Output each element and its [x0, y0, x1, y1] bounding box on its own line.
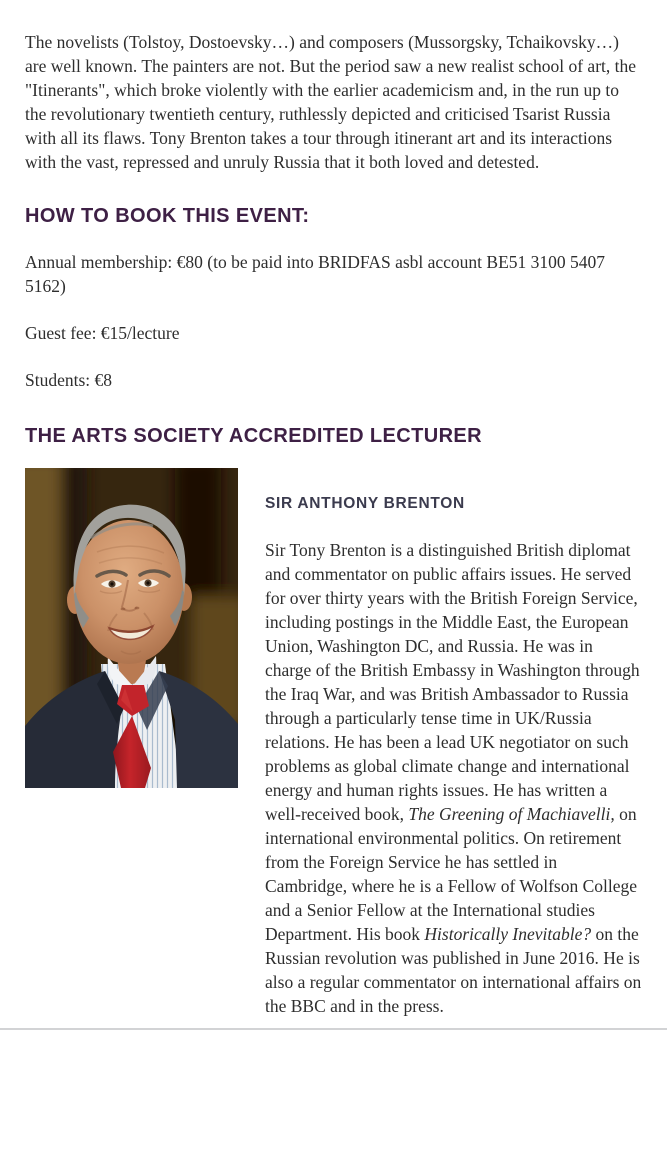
bio-text: on the Russian revolution was published in June 2016. He is also a regular commentator on international affairs on the BBC and in the press.	[265, 924, 642, 1016]
lecturer-bio-column	[265, 468, 642, 1018]
bio-text: on international environmental politics. On retirement from the Foreign Service he has settled in Cambridge, where he is a Fellow of Wolfson College and a Senior Fellow at the International studies Department. His book	[265, 804, 638, 944]
lecturer-heading: THE ARTS SOCIETY ACCREDITED LECTURER	[25, 425, 483, 447]
bio-book-title-2: Historically Inevitable?	[424, 924, 592, 944]
booking-students: Students: €8	[25, 370, 113, 390]
booking-guest-fee: Guest fee: €15/lecture	[25, 323, 180, 343]
lecturer-bio	[265, 538, 642, 1018]
lecturer-section	[25, 468, 642, 1018]
bio-text: Sir Tony Brenton is a distinguished British diplomat and commentator on public affairs issues. He served for over thirty years with the British Foreign Service, including postings in the Middle East, the European Union, Washington DC, and Russia. He was in charge of the British Embassy in Washington through the Iraq War, and was British Ambassador to Russia through a particularly tense time in UK/Russia relations. He has been a lead UK negotiator on such problems as global climate change and international energy and human rights issues. He has written a well-received book,	[265, 540, 640, 824]
lecturer-name: SIR ANTHONY BRENTON	[265, 495, 465, 512]
booking-heading: HOW TO BOOK THIS EVENT:	[25, 205, 310, 227]
lecturer-photo	[25, 468, 238, 788]
booking-membership: Annual membership: €80 (to be paid into BRIDFAS asbl account BE51 3100 5407 5162)	[25, 252, 606, 296]
bottom-divider	[0, 1028, 667, 1030]
bio-book-title-1: The Greening of Machiavelli,	[408, 804, 615, 824]
event-description: The novelists (Tolstoy, Dostoevsky…) and composers (Mussorgsky, Tchaikovsky…) are well known. The painters are not. But the period saw a new realist school of art, the "Itinerants", which broke violently with the earlier academicism and, in the run up to the revolutionary twentieth century, ruthlessly depicted and criticised Tsarist Russia with all its flaws. Tony Brenton takes a tour through itinerant art and its interactions with the vast, repressed and unruly Russia that it both loved and detested.	[25, 32, 637, 172]
